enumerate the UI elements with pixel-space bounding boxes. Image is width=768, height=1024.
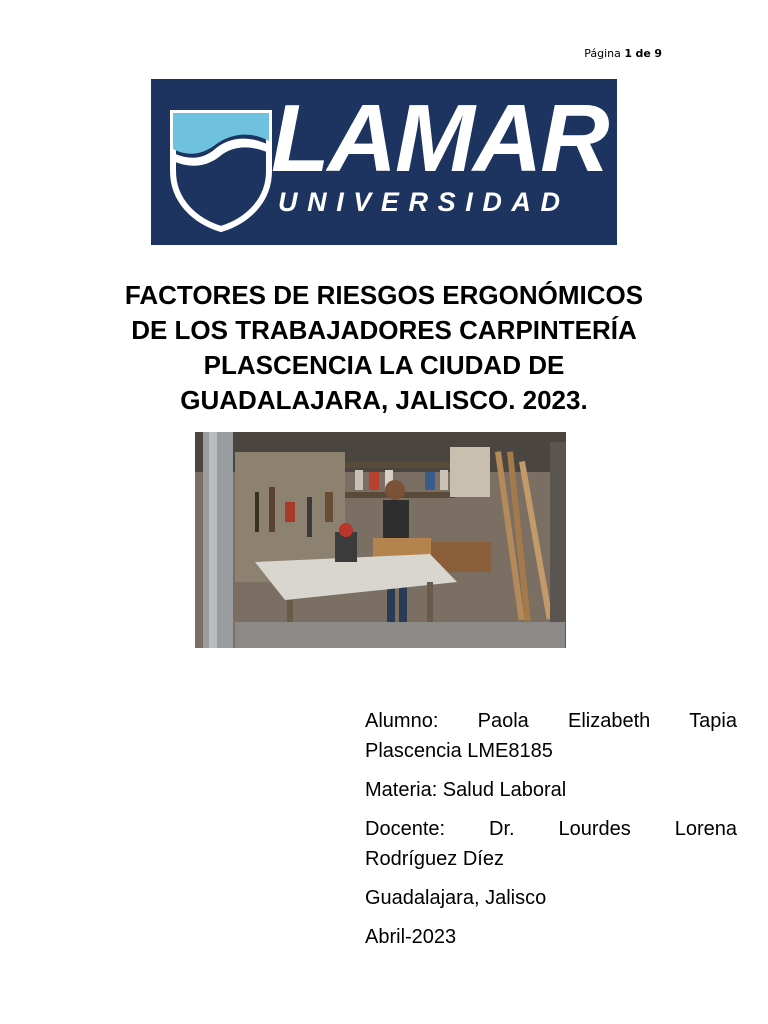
location-field: Guadalajara, Jalisco [365, 887, 547, 909]
title-line: GUADALAJARA, JALISCO. 2023. [180, 385, 588, 415]
page-of: de [635, 47, 651, 60]
student-line-2: Plascencia LME8185 [365, 740, 553, 762]
date-field: Abril-2023 [365, 926, 457, 948]
page-total: 9 [654, 47, 662, 60]
author-info [365, 706, 737, 961]
title-line: PLASCENCIA LA CIUDAD DE [203, 350, 565, 380]
university-logo [151, 79, 617, 245]
student-field [365, 706, 737, 766]
title-line: DE LOS TRABAJADORES CARPINTERÍA [131, 315, 637, 345]
page-number [560, 47, 662, 60]
student-line-1: Alumno: Paola Elizabeth Tapia [365, 710, 737, 732]
carpentry-workshop-photo [195, 432, 566, 648]
page-label: Página [584, 47, 621, 60]
workshop-image [195, 432, 566, 648]
teacher-field [365, 814, 737, 874]
page-current: 1 [624, 47, 632, 60]
document-title [96, 278, 672, 418]
logo-wordmark: LAMAR [271, 85, 608, 192]
teacher-line-1: Docente: Dr. Lourdes Lorena [365, 818, 737, 840]
logo-subtitle: UNIVERSIDAD [278, 187, 570, 217]
title-line: FACTORES DE RIESGOS ERGONÓMICOS [124, 280, 644, 310]
subject-field: Materia: Salud Laboral [365, 779, 567, 801]
teacher-line-2: Rodríguez Díez [365, 848, 504, 870]
